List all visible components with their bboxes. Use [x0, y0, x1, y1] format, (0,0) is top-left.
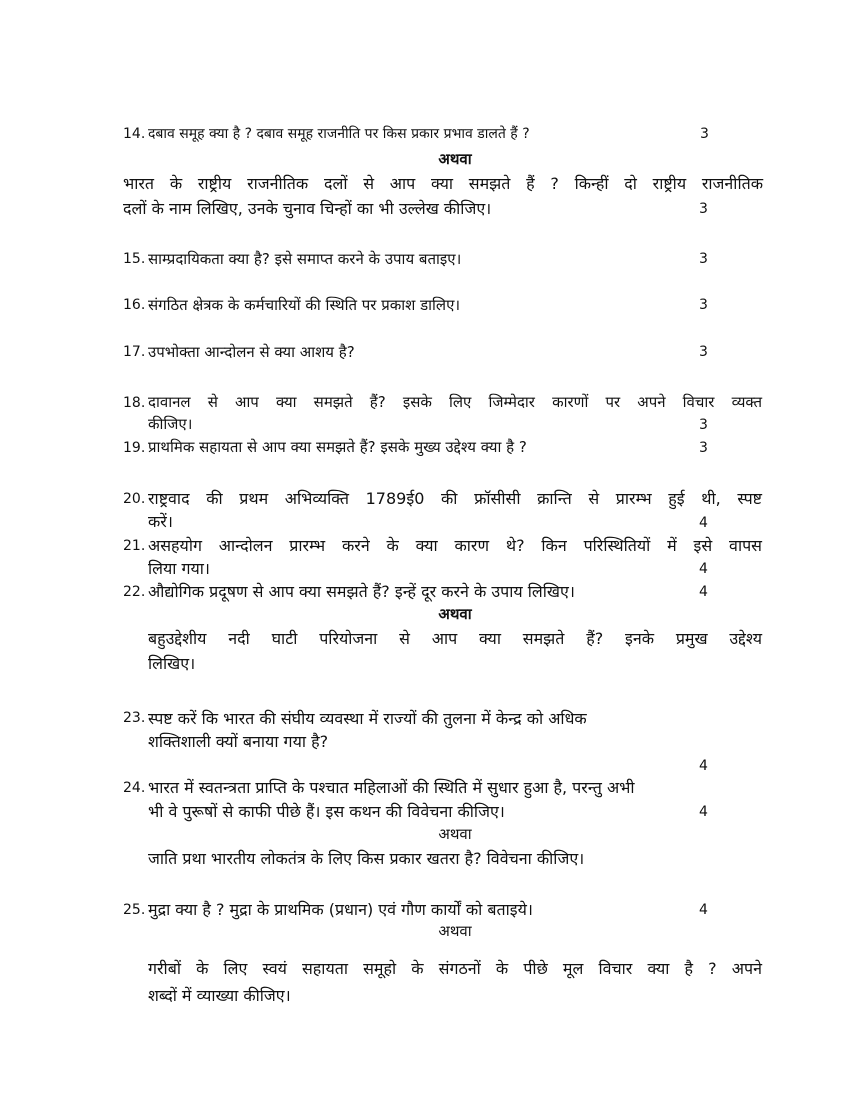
question-text: मुद्रा क्या है ? मुद्रा के प्राथमिक (प्रधान) एवं गौण कार्यों को बताइये।	[148, 900, 533, 919]
question-marks: 3	[699, 417, 708, 433]
question-number: 20.	[123, 491, 146, 507]
question-text: करें।	[148, 512, 173, 531]
or-separator: अथवा	[438, 605, 472, 623]
or-separator: अथवा	[438, 150, 472, 168]
question-text: संगठित क्षेत्रक के कर्मचारियों की स्थिति पर प्रकाश डालिए।	[148, 296, 461, 314]
question-text: शक्तिशाली क्यों बनाया गया है?	[148, 732, 329, 751]
or-separator: अथवा	[438, 825, 472, 843]
question-text: उपभोक्ता आन्दोलन से क्या आशय है?	[148, 343, 355, 361]
question-text: साम्प्रदायिकता क्या है? इसे समाप्त करने के उपाय बताइए।	[148, 250, 462, 268]
question-number: 19.	[123, 440, 146, 456]
question-marks: 3	[699, 251, 708, 267]
question-marks: 3	[699, 201, 708, 217]
question-text: औद्योगिक प्रदूषण से आप क्या समझते हैं? इन्हें दूर करने के उपाय लिखिए।	[148, 582, 575, 601]
question-text: स्पष्ट करें कि भारत की संघीय व्यवस्था में राज्यों की तुलना में केन्द्र को अधिक	[148, 709, 587, 728]
question-marks: 3	[699, 344, 708, 360]
question-text: भारत के राष्ट्रीय राजनीतिक दलों से आप क्या समझते हैं ? किन्हीं दो राष्ट्रीय राजनीतिक	[123, 174, 763, 193]
question-marks: 4	[699, 902, 708, 918]
question-marks: 4	[699, 515, 708, 531]
question-marks: 4	[699, 758, 708, 774]
question-number: 17.	[123, 344, 146, 360]
question-marks: 4	[699, 804, 708, 820]
question-number: 18.	[123, 395, 146, 411]
question-text: गरीबों के लिए स्वयं सहायता समूहो के संगठनों के पीछे मूल विचार क्या है ? अपने	[148, 959, 762, 978]
question-number: 21.	[123, 538, 146, 554]
question-text: दलों के नाम लिखिए, उनके चुनाव चिन्हों का भी उल्लेख कीजिए।	[123, 199, 492, 218]
question-marks: 3	[699, 297, 708, 313]
question-text: लिखिए।	[148, 654, 196, 673]
question-marks: 4	[699, 584, 708, 600]
question-text: राष्ट्रवाद की प्रथम अभिव्यक्ति 1789ई0 की फ्रॉसीसी क्रान्ति से प्रारम्भ हुई थी, स्पष्ट	[148, 489, 762, 508]
question-number: 16.	[123, 297, 146, 313]
question-text: दबाव समूह क्या है ? दबाव समूह राजनीति पर किस प्रकार प्रभाव डालते हैं ?	[148, 126, 530, 142]
question-number: 15.	[123, 251, 146, 267]
question-text: प्राथमिक सहायता से आप क्या समझते हैं? इसके मुख्य उद्देश्य क्या है ?	[148, 438, 527, 456]
question-number: 25.	[123, 902, 146, 918]
question-text: जाति प्रथा भारतीय लोकतंत्र के लिए किस प्रकार खतरा है? विवेचना कीजिए।	[148, 849, 585, 868]
question-marks: 3	[700, 126, 709, 142]
question-number: 14.	[123, 126, 146, 142]
question-text: भारत में स्वतन्त्रता प्राप्ति के पश्चात महिलाओं की स्थिति में सुधार हुआ है, परन्तु अभी	[148, 778, 635, 797]
question-text: असहयोग आन्दोलन प्रारम्भ करने के क्या कारण थे? किन परिस्थितियों में इसे वापस	[148, 536, 762, 555]
question-number: 24.	[123, 780, 146, 796]
or-separator: अथवा	[438, 922, 472, 940]
question-text: कीजिए।	[148, 415, 193, 433]
question-text: लिया गया।	[148, 559, 210, 578]
question-text: भी वे पुरूषों से काफी पीछे हैं। इस कथन की विवेचना कीजिए।	[148, 802, 505, 821]
question-number: 23.	[123, 710, 146, 726]
question-number: 22.	[123, 584, 146, 600]
question-marks: 4	[699, 561, 708, 577]
question-text: बहुउद्देशीय नदी घाटी परियोजना से आप क्या समझते हैं? इनके प्रमुख उद्देश्य	[148, 629, 762, 648]
question-text: दावानल से आप क्या समझते हैं? इसके लिए जिम्मेदार कारणों पर अपने विचार व्यक्त	[148, 393, 762, 411]
question-text: शब्दों में व्याख्या कीजिए।	[148, 986, 291, 1005]
question-marks: 3	[699, 440, 708, 456]
